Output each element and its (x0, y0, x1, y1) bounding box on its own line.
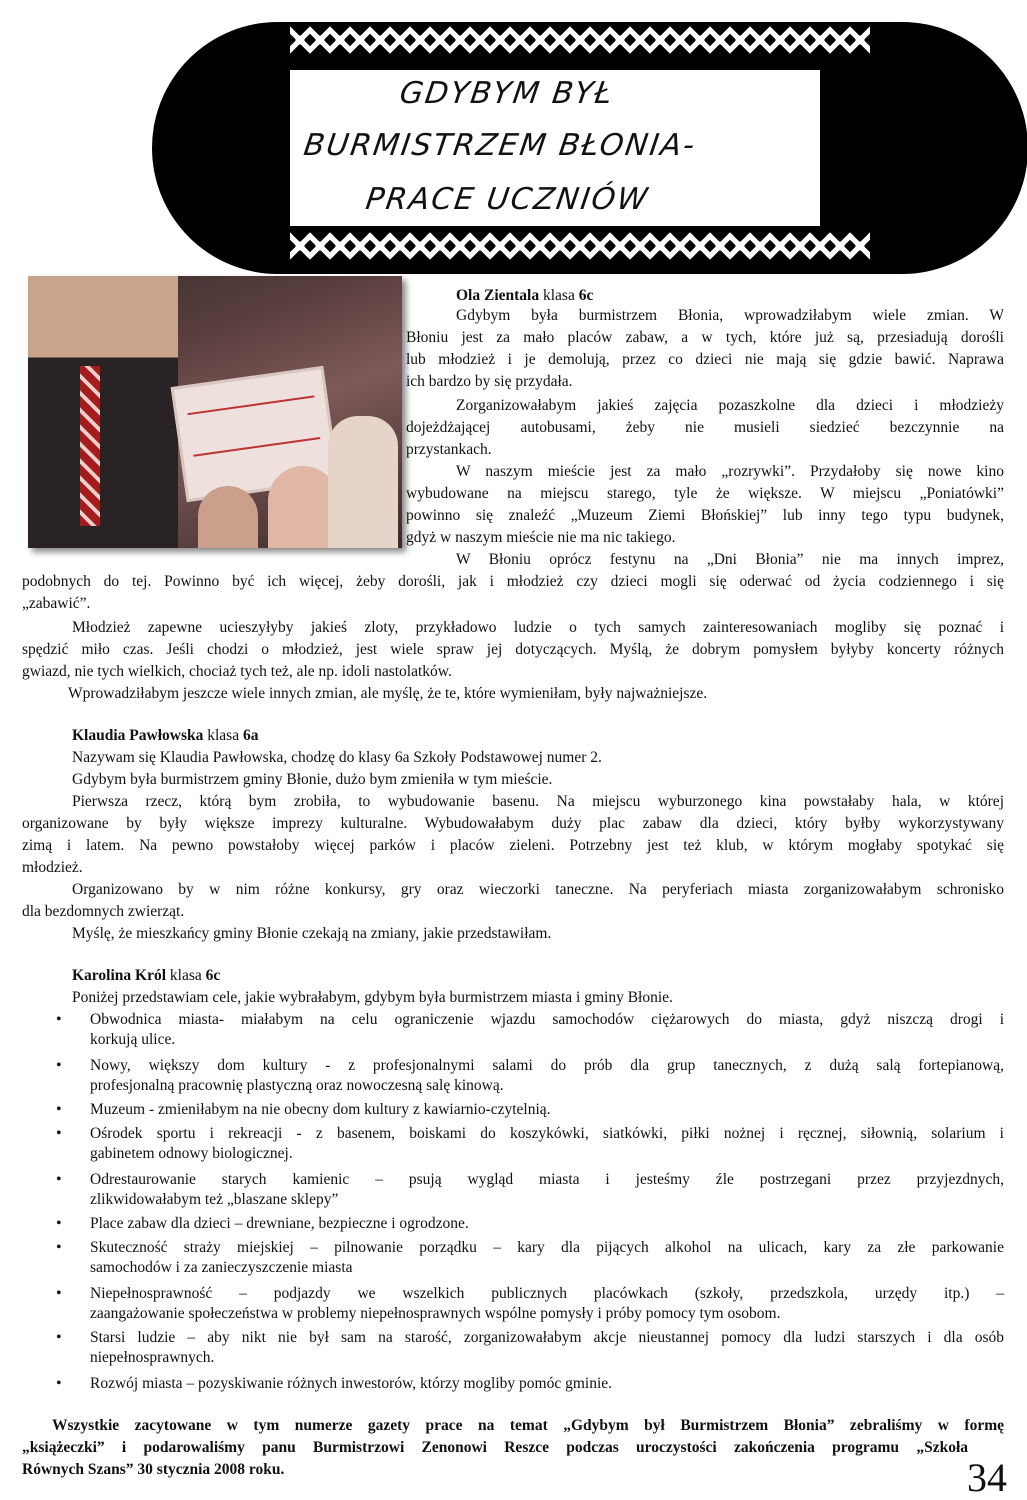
section3-heading: Karolina Król klasa 6c (72, 967, 221, 984)
paragraph-line: dojeżdżającej autobusami, żeby nie musieli siedzieć bezczynnie na (406, 419, 1004, 436)
list-item: • Starsi ludzie – aby nikt nie był sam na starość, zorganizowałabym akcje nieustannej pomocy dla ludzi starszych i dla osób (90, 1328, 1004, 1348)
photo-person (28, 276, 178, 548)
banner-pattern-top (290, 26, 870, 54)
list-item: • Niepełnosprawność – podjazdy we wszelkich publicznych placówkach (szkoły, przedszkola, urzędy itp.) – (90, 1284, 1004, 1304)
list-item-cont: gabinetem odnowy biologicznej. (90, 1145, 293, 1162)
section1-heading: Ola Zientala klasa 6c (456, 287, 594, 304)
paragraph-line: gdyż w naszym mieście nie ma nic takiego. (406, 529, 676, 546)
banner-pattern-bottom (290, 232, 870, 260)
paragraph-line: W naszym mieście jest za mało „rozrywki”. Przydałoby się nowe kino (456, 463, 1004, 480)
photo-child (328, 416, 398, 548)
paragraph-line: gwiazd, nie tych wielkich, chociaż tych też, ale np. idoli nastolatków. (22, 663, 452, 680)
ceremony-photo (28, 276, 402, 548)
footer-line: Równych Szans” 30 stycznia 2008 roku. (22, 1461, 285, 1478)
page-number: 34 (967, 1455, 1007, 1500)
footer-line: Wszystkie zacytowane w tym numerze gazety prace na temat „Gdybym był Burmistrzem Błonia” zebraliśmy w formę (52, 1417, 1004, 1434)
paragraph-line: zimą i latem. Na pewno powstałoby więcej parków i placów zieleni. Potrzebny jest też klub, w którym mogłaby spotykać się (22, 837, 1004, 854)
paragraph-line: Zorganizowałabym jakieś zajęcia pozaszkolne dla dzieci i młodzieży (456, 397, 1004, 414)
list-item: • Rozwój miasta – pozyskiwanie różnych inwestorów, którzy mogliby pomóc gminie. (90, 1374, 612, 1394)
list-item: • Muzeum - zmieniłabym na nie obecny dom kultury z kawiarnio-czytelnią. (90, 1100, 551, 1120)
list-item-cont: profesjonalną pracownię plastyczną oraz nowoczesną salę kinową. (90, 1077, 504, 1094)
list-item-cont: zlikwidowałabym też „blaszane sklepy” (90, 1191, 339, 1208)
paragraph-line: dla bezdomnych zwierząt. (22, 903, 185, 920)
paragraph-line: wybudowane na miejscu starego, tyle że większe. W miejscu „Poniatówki” (406, 485, 1004, 502)
paragraph-line: „zabawić”. (22, 595, 91, 612)
title-line-1: GDYBYM BYŁ (397, 76, 617, 111)
paragraph-line: powinno się znaleźć „Muzeum Ziemi Błońskiej” lub inny tego typu budynek, (406, 507, 1004, 524)
section3-intro: Poniżej przedstawiam cele, jakie wybrałabym, gdybym była burmistrzem miasta i gminy Błonie. (72, 989, 673, 1006)
list-item: • Nowy, większy dom kultury - z profesjonalnymi salami do prób dla grup tanecznych, z dużą salą fortepianową, (90, 1056, 1004, 1076)
paragraph-line: ich bardzo by się przydała. (406, 373, 573, 390)
list-item: • Place zabaw dla dzieci – drewniane, bezpieczne i ogrodzone. (90, 1214, 469, 1234)
list-item: • Obwodnica miasta- miałabym na celu ograniczenie wjazdu samochodów ciężarowych do miasta, gdyż niszczą drogi i (90, 1010, 1004, 1030)
list-item-cont: korkują ulice. (90, 1031, 176, 1048)
photo-tie (80, 366, 100, 526)
paragraph-line: Nazywam się Klaudia Pawłowska, chodzę do klasy 6a Szkoły Podstawowej numer 2. (72, 749, 602, 766)
list-item-cont: samochodów i za zanieczyszczenie miasta (90, 1259, 353, 1276)
paragraph-line: podobnych do tej. Powinno być ich więcej, żeby dorośli, jak i młodzież czy dzieci mogli się oderwać od życia codziennego i się (22, 573, 1004, 590)
title-line-2: BURMISTRZEM BŁONIA- (301, 128, 699, 163)
paragraph-line: spędzić miło czas. Jeśli chodzi o młodzież, jest wiele spraw jej dotyczących. Myślą, że dobrym pomysłem byłyby koncerty różnych (22, 641, 1004, 658)
paragraph-line: Błoniu jest za mało placów zabaw, a w tych, które już są, przesiadują dorośli (406, 329, 1004, 346)
paragraph-line: Gdybym była burmistrzem gminy Błonie, dużo bym zmieniła w tym mieście. (72, 771, 553, 788)
paragraph-line: Myślę, że mieszkańcy gminy Błonie czekają na zmiany, jakie przedstawiłam. (72, 925, 552, 942)
photo-child (198, 486, 258, 548)
list-item: • Ośrodek sportu i rekreacji - z basenem, boiskami do koszykówki, siatkówki, piłki nożnej i ręcznej, siłownią, solarium i (90, 1124, 1004, 1144)
title-box (290, 70, 820, 226)
list-item-cont: niepełnosprawnych. (90, 1349, 215, 1366)
list-item: • Skuteczność straży miejskiej – pilnowanie porządku – kary dla pijących alkohol na ulicach, kary za złe parkowanie (90, 1238, 1004, 1258)
paragraph-line: Pierwsza rzecz, którą bym zrobiła, to wybudowanie basenu. Na miejscu wyburzonego kina powstałaby hala, w której (72, 793, 1004, 810)
paragraph-line: Gdybym była burmistrzem Błonia, wprowadziłabym wiele zmian. W (456, 307, 1004, 324)
paragraph-line: Młodzież zapewne ucieszyłyby jakieś zloty, przykładowo ludzie o tych samych zainteresowaniach mogliby się poznać i (72, 619, 1004, 636)
paragraph-line: Organizowano by w nim różne konkursy, gry oraz wieczorki taneczne. Na peryferiach miasta zorganizowałabym schronisko (72, 881, 1004, 898)
title-line-3: PRACE UCZNIÓW (363, 182, 652, 217)
paragraph-line: przystankach. (406, 441, 492, 458)
footer-line: „książeczki” i podarowaliśmy panu Burmistrzowi Zenonowi Reszce podczas uroczystości zakończenia programu „Szkoła (22, 1439, 968, 1456)
section2-heading: Klaudia Pawłowska klasa 6a (72, 727, 259, 744)
paragraph-line: lub młodzież i je demolują, przez co dzieci nie mają się gdzie bawić. Naprawa (406, 351, 1004, 368)
paragraph-line: organizowane by były większe imprezy kulturalne. Wybudowałabym duży plac zabaw dla dzieci, który byłby wykorzystywany (22, 815, 1004, 832)
list-item: • Odrestaurowanie starych kamienic – psują wygląd miasta i jesteśmy źle postrzegani przez przyjezdnych, (90, 1170, 1004, 1190)
paragraph-line: młodzież. (22, 859, 83, 876)
paragraph-line: W Błoniu oprócz festynu na „Dni Błonia” nie ma innych imprez, (456, 551, 1004, 568)
list-item-cont: zaangażowanie społeczeństwa w problemy niepełnosprawnych wspólne pomysły i próby pomocy tym osobom. (90, 1305, 781, 1322)
paragraph-line: Wprowadziłabym jeszcze wiele innych zmian, ale myślę, że te, które wymieniłam, były najważniejsze. (68, 685, 708, 702)
